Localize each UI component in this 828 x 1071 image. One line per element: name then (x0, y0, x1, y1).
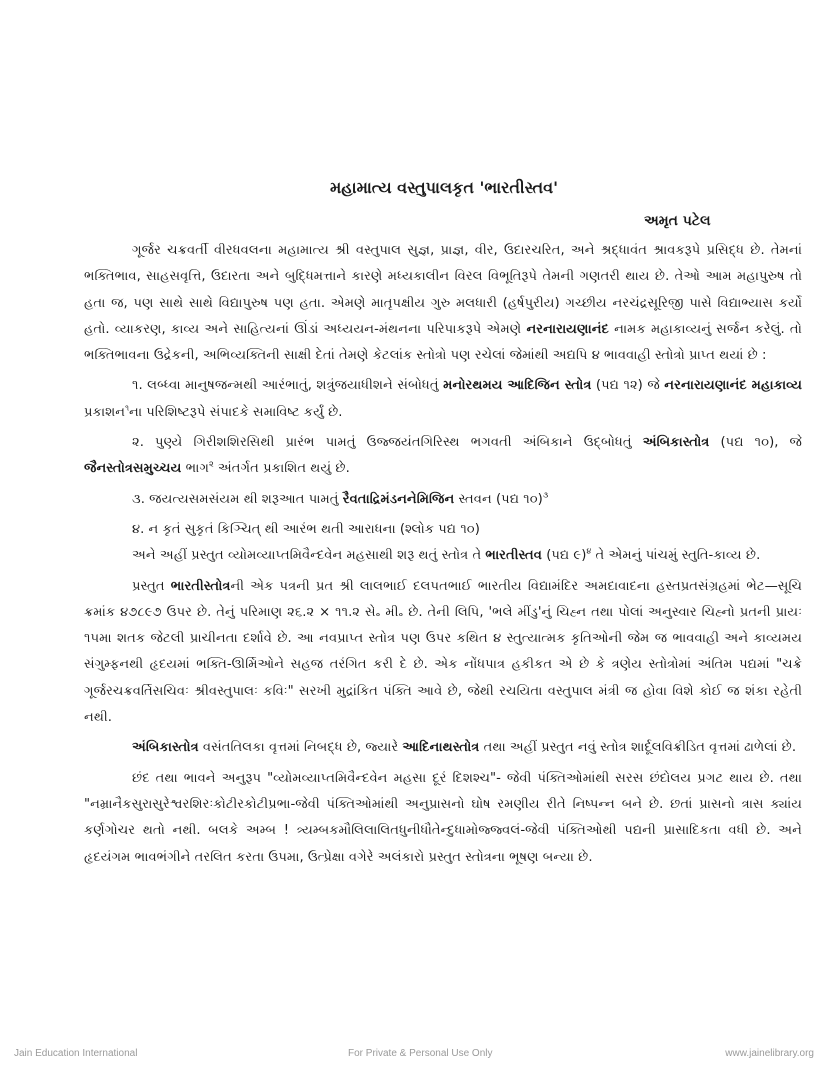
paragraph-intro: ગૂર્જર ચક્રવર્તી વીરધવલના મહામાત્ય શ્રી વસ્તુપાલ સુજ્ઞ, પ્રાજ્ઞ, વીર, ઉદારચરિત, અને શ્રદ્ધાવંત શ્રાવકરૂપે પ્રસિદ્ધ છે. તેમનાં ભક્તિભાવ, સાહસવૃત્તિ, ઉદારતા અને બુદ્ધિમત્તાને કારણે મધ્યકાલીન વિરલ વિભૂતિરૂપે તેમની ગણતરી થાય છે. તેઓ આમ મહાપુરુષ તો હતા જ, પણ સાથે સાથે વિદ્યાપુરુષ પણ હતા. એમણે માતૃપક્ષીય ગુરુ મલધારી (હર્ષપુરીય) ગચ્છીય નરચંદ્રસૂરિજી પાસે વિદ્યાભ્યાસ કર્યો હતો. વ્યાકરણ, કાવ્ય અને સાહિત્યનાં ઊંડાં અધ્યયન-મંથનના પરિપાકરૂપે એમણે નરનારાયણાનંદ નામક મહાકાવ્યનું સર્જન કરેલું. તો ભક્તિભાવના ઉદ્રેકની, અભિવ્યક્તિની સાક્ષી દેતાં તેમણે કેટલાંક સ્તોત્રો પણ રચેલાં જેમાંથી અદ્યપિ ૪ ભાવવાહી સ્તોત્રો પ્રાપ્ત થયાં છે : (84, 243, 802, 364)
footer-usage-note: For Private & Personal Use Only (348, 1048, 493, 1059)
paragraph-manuscript: પ્રસ્તુત ભારતીસ્તોત્રની એક પત્રની પ્રત શ્રી લાલભાઈ દલપતભાઈ ભારતીય વિદ્યામંદિર અમદાવાદના હસ્તપ્રતસંગ્રહમાં ભેટ—સૂચિ ક્રમાંક ૪૭૮૯૭ ઉપર છે. તેનું પરિમાણ ૨૬.૨ × ૧૧.૨ સે૰ મી૰ છે. તેની લિપિ, 'ભલે મીંડુ'નું ચિહ્ન તથા પોલાં અનુસ્વાર ચિહ્નો પ્રતની પ્રાયઃ ૧૫મા શતક જેટલી પ્રાચીનતા દર્શાવે છે. આ નવપ્રાપ્ત સ્તોત્ર પણ ઉપર કથિત ૪ સ્તુત્યાત્મક કૃતિઓની જેમ જ ભાવવાહી અને કાવ્યમય સંગુમ્ફનથી હૃદયમાં ભક્તિ-ઊર્મિઓને સહજ તરંગિત કરી દે છે. એક નોંધપાત્ર હકીકત એ છે કે ત્રણેય સ્તોત્રોમાં અંતિમ પદ્યમાં "ચક્રે ગૂર્જરચક્રવર્તિસચિવઃ શ્રીવસ્તુપાલઃ કવિઃ" સરખી મુદ્રાંકિત પંક્તિ આવે છે, જેથી રચયિતા વસ્તુપાલ મંત્રી જ હોવા વિશે કોઈ જ શંકા રહેતી નથી. (84, 578, 802, 726)
footnote-ref: ૪ (586, 546, 592, 556)
author-name: અમૃત પટેલ (644, 213, 711, 229)
list-item-4: ૪. ન કૃતં સુકૃતં કિઞ્ચિત્ થી આરંભ થતી આરાધના (શ્લોક પદ્ય ૧૦) (132, 521, 480, 537)
article-title: મહામાત્ય વસ્તુપાલકૃત 'ભારતીસ્તવ' (329, 178, 558, 197)
footer-publisher: Jain Education International (14, 1048, 138, 1059)
list-item-3: ૩. જયત્યસમસંયમ થી શરૂઆત પામતું રૈવતાદ્રિમંડનનેમિજિન સ્તવન (પદ્ય ૧૦)$^૩$ (132, 490, 549, 507)
paragraph-style: છંદ તથા ભાવને અનુરૂપ "વ્યોમવ્યાપ્તમિવૈન્દવેન મહસા દૂરં દિશશ્ચ"- જેવી પંક્તિઓમાંથી સરસ છંદોલય પ્રગટ થાય છે. તથા "નમ્રાનૈકસુરાસુરેશ્વરશિરઃકોટીરકોટીપ્રભા-જેવી પંક્તિઓમાંથી અનુપ્રાસનો ઘોષ રમણીય રીતે નિષ્પન્ન બને છે. છતાં પ્રાસનો ત્રાસ ક્યાંય કર્ણગોચર થતો નથી. બલકે અમ્બ ! ત્ર્યમ્બકમૌલિલાલિતધુનીધૌતેન્દુધામોજ્જ્વલં-જેવી પંક્તિઓથી પદ્યની પ્રાસાદિકતા વધી છે. અને હૃદયંગમ ભાવભંગીને તરલિત કરતા ઉપમા, ઉત્પ્રેક્ષા વગેરે અલંકારો પ્રસ્તુત સ્તોત્રના ભૂષણ બન્યા છે. (84, 770, 802, 865)
paragraph-meter: અંબિકાસ્તોત્ર વસંતતિલકા વૃત્તમાં નિબદ્ધ છે, જ્યારે આદિનાથસ્તોત્ર તથા અહીં પ્રસ્તુત નવું સ્તોત્ર શાર્દૂલવિક્રીડિત વૃત્તમાં ઢાળેલાં છે. (132, 740, 797, 756)
list-item-2: ૨. પુણ્યે ગિરીશશિરસિથી પ્રારંભ પામતું ઉજ્જયંતગિરિસ્થ ભગવતી અંબિકાને ઉદ્બોધતું અંબિકાસ્તોત્ર (પદ્ય ૧૦), જે જૈનસ્તોત્રસમુચ્ચય ભાગ$^૨$ અંતર્ગત પ્રકાશિત થયું છે. (84, 435, 802, 477)
article-body (84, 238, 802, 875)
paragraph-bharatistav: અને અહીં પ્રસ્તુત વ્યોમવ્યાપ્તમિવૈન્દવેન મહસાથી શરૂ થતું સ્તોત્ર તે ભારતીસ્તવ (પદ્ય ૯)$^૪$ તે એમનું પાંચમું સ્તુતિ-કાવ્ય છે. (132, 546, 761, 564)
footer-website-link[interactable]: www.jainelibrary.org (725, 1048, 814, 1059)
list-item-1: ૧. લબ્ધ્વા માનુષજન્મથી આરંભાતું, શત્રુંજયાધીશને સંબોધતું મનોરથમય આદિજિન સ્તોત્ર (પદ્ય ૧૨) જે નરનારાયણાનંદ મહાકાવ્ય પ્રકાશન$^૧$ના પરિશિષ્ટરૂપે સંપાદકે સમાવિષ્ટ કર્યું છે. (84, 378, 802, 420)
footnote-ref: ૨ (209, 459, 214, 469)
footnote-ref: ૧ (125, 403, 130, 413)
footnote-ref: ૩ (542, 490, 549, 500)
page-footer (0, 1048, 828, 1064)
